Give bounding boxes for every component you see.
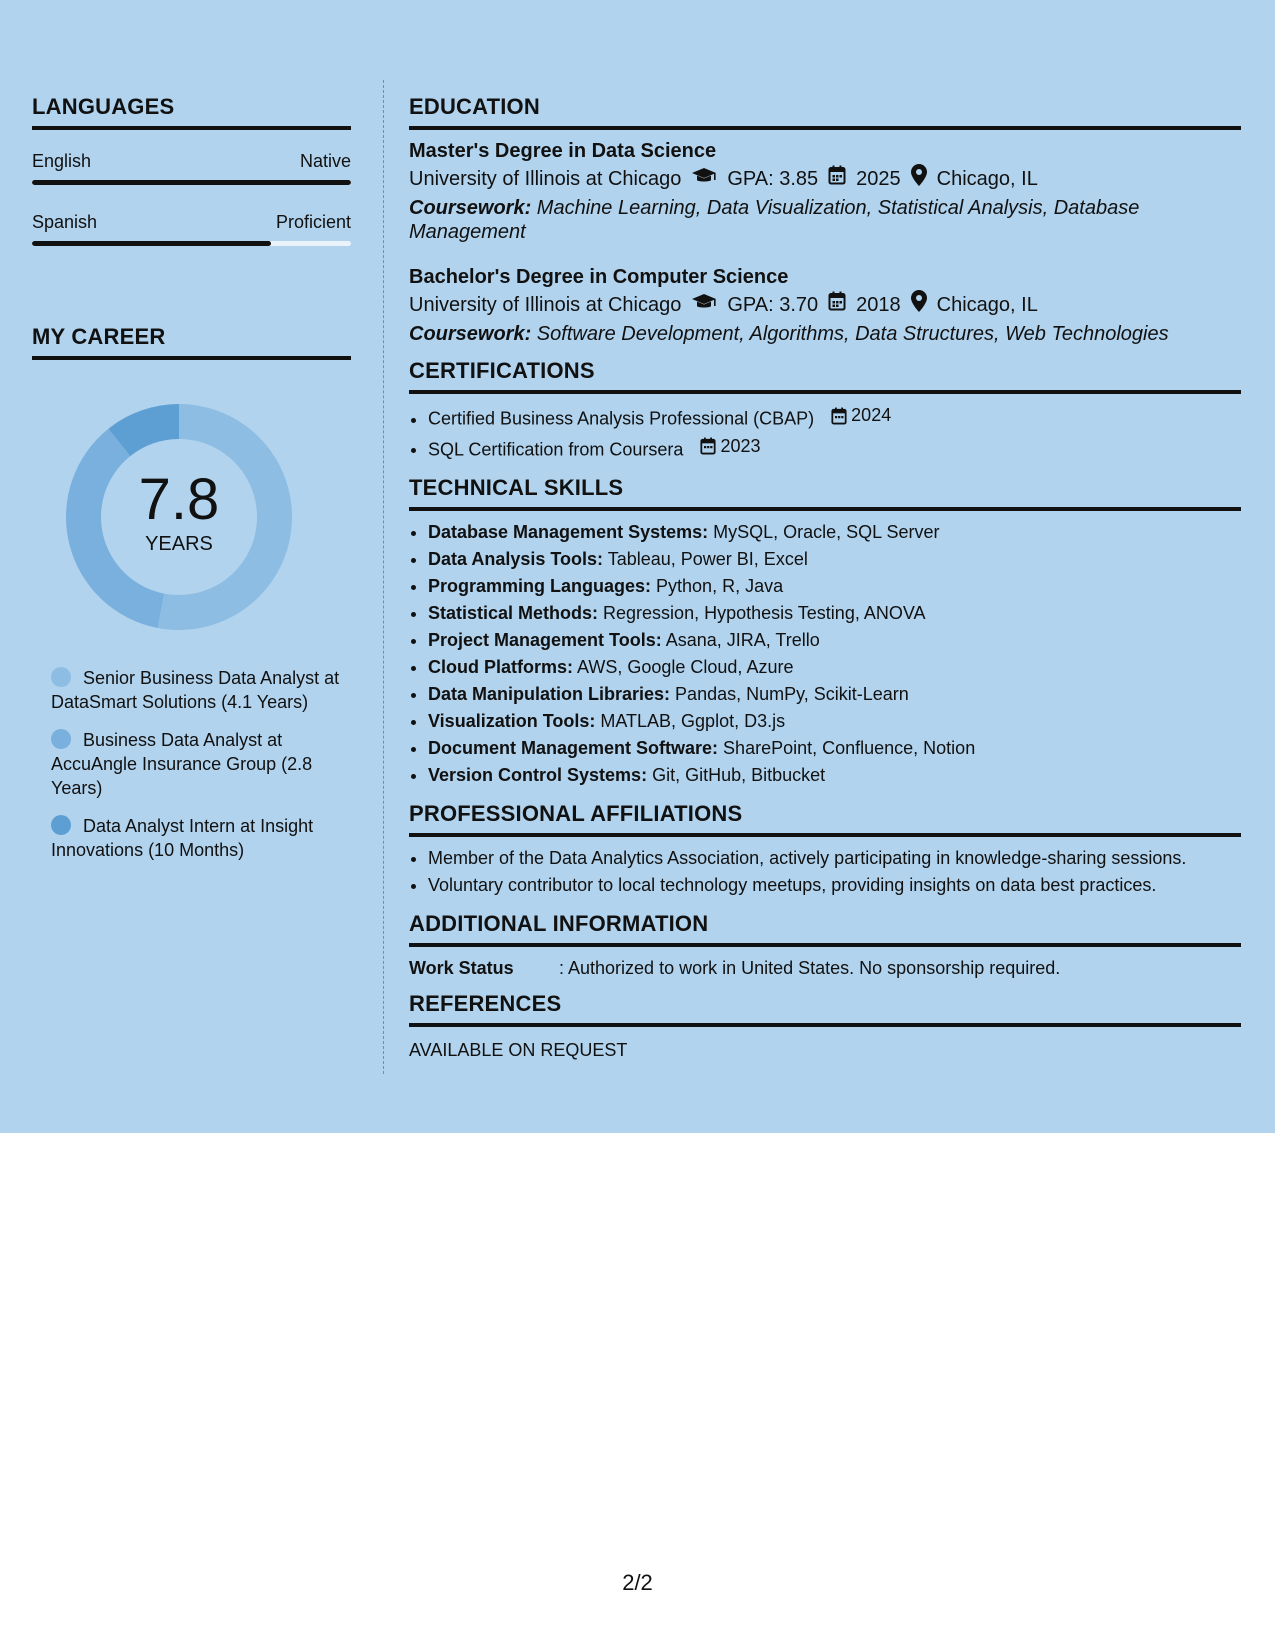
skill-values: Tableau, Power BI, Excel: [603, 549, 808, 569]
technical-skills-section: [409, 475, 1241, 789]
skill-category: Project Management Tools:: [428, 630, 662, 650]
work-status-label: Work Status: [409, 958, 514, 978]
affiliation-item: • Member of the Data Analytics Association, actively participating in knowledge-sharing sessions.: [428, 845, 1241, 872]
career-legend: [51, 666, 341, 862]
career-legend-item: [51, 814, 341, 862]
skill-category: Data Manipulation Libraries:: [428, 684, 671, 704]
coursework: [409, 322, 1241, 346]
coursework: [409, 196, 1241, 244]
work-status-value: : Authorized to work in United States. No sponsorship required.: [559, 958, 1061, 978]
affiliations-heading: PROFESSIONAL AFFILIATIONS: [409, 801, 1241, 837]
additional-info-heading: ADDITIONAL INFORMATION: [409, 911, 1241, 947]
skill-category: Database Management Systems:: [428, 522, 709, 542]
certification-name: Certified Business Analysis Professional (CBAP): [428, 408, 815, 429]
career-heading: MY CAREER: [32, 324, 351, 360]
career-total-years: 7.8: [138, 466, 220, 532]
affiliations-section: [409, 801, 1241, 899]
school-location: Chicago, IL: [936, 294, 1038, 316]
coursework-list: Software Development, Algorithms, Data Structures, Web Technologies: [531, 323, 1169, 345]
certifications-section: [409, 358, 1241, 463]
education-heading: EDUCATION: [409, 94, 1241, 130]
school-location: Chicago, IL: [936, 168, 1038, 190]
skills-list: [409, 519, 1241, 789]
language-level: Proficient: [275, 212, 351, 232]
skill-category: Version Control Systems:: [428, 765, 648, 785]
graduation-year: 2018: [856, 294, 901, 316]
school-name: University of Illinois at Chicago: [409, 294, 682, 316]
skill-category: Statistical Methods:: [428, 603, 599, 623]
skill-values: Pandas, NumPy, Scikit-Learn: [670, 684, 909, 704]
skill-item: [428, 600, 1241, 627]
skill-category: Visualization Tools:: [428, 711, 596, 731]
skill-category: Programming Languages:: [428, 576, 652, 596]
certification-year: 2024: [851, 405, 892, 425]
education-item: [409, 138, 1241, 244]
legend-label: Business Data Analyst at AccuAngle Insurance Group (2.8 Years): [51, 730, 313, 798]
references-text: AVAILABLE ON REQUEST: [409, 1040, 628, 1060]
language-proficiency-fill: [32, 241, 271, 246]
career-legend-item: [51, 666, 341, 714]
language-proficiency-bar: [32, 241, 351, 246]
gpa: GPA: 3.85: [727, 168, 819, 190]
skill-values: SharePoint, Confluence, Notion: [718, 738, 976, 758]
skill-values: Python, R, Java: [651, 576, 784, 596]
page-number: 2/2: [622, 1570, 653, 1595]
skill-values: Git, GitHub, Bitbucket: [647, 765, 826, 785]
graduation-cap-icon: [691, 165, 717, 193]
certifications-list: [409, 402, 1241, 463]
skill-values: AWS, Google Cloud, Azure: [573, 657, 794, 677]
graduation-cap-icon: [691, 291, 717, 319]
degree-title: Bachelor's Degree in Computer Science: [409, 266, 789, 288]
certifications-heading: CERTIFICATIONS: [409, 358, 1241, 394]
skill-values: Regression, Hypothesis Testing, ANOVA: [598, 603, 926, 623]
donut-center-label: [64, 402, 294, 632]
calendar-icon: [831, 407, 847, 425]
language-proficiency-fill: [32, 180, 351, 185]
location-pin-icon: [911, 164, 927, 194]
certification-item: [428, 402, 1241, 433]
legend-dot: [51, 667, 71, 687]
skill-values: Asana, JIRA, Trello: [661, 630, 820, 650]
skill-category: Cloud Platforms:: [428, 657, 574, 677]
references-heading: REFERENCES: [409, 991, 1241, 1027]
legend-dot: [51, 815, 71, 835]
additional-info-section: [409, 911, 1241, 979]
language-proficiency-bar: [32, 180, 351, 185]
education-section: [409, 94, 1241, 346]
left-column: [32, 94, 351, 876]
skill-item: [428, 519, 1241, 546]
degree-title: Master's Degree in Data Science: [409, 140, 717, 162]
certification-name: SQL Certification from Coursera: [428, 439, 684, 459]
education-details: [409, 290, 1241, 320]
skill-item: [428, 762, 1241, 789]
language-level: Native: [299, 151, 351, 171]
coursework-label: Coursework:: [409, 323, 532, 345]
location-pin-icon: [911, 290, 927, 320]
career-legend-item: [51, 728, 341, 800]
coursework-label: Coursework:: [409, 197, 532, 219]
skill-category: Document Management Software:: [428, 738, 719, 758]
right-column: [409, 94, 1241, 1073]
affiliations-list: [409, 845, 1241, 899]
skill-values: MySQL, Oracle, SQL Server: [708, 522, 940, 542]
skill-item: [428, 573, 1241, 600]
career-donut-chart: [64, 402, 294, 632]
skill-item: [428, 627, 1241, 654]
skill-item: [428, 708, 1241, 735]
languages-heading: LANGUAGES: [32, 94, 351, 130]
coursework-list: Machine Learning, Data Visualization, Statistical Analysis, Database Management: [409, 197, 1140, 243]
certification-year: 2023: [720, 435, 761, 456]
legend-label: Data Analyst Intern at Insight Innovations (10 Months): [51, 816, 314, 860]
technical-skills-heading: TECHNICAL SKILLS: [409, 475, 1241, 511]
gpa: GPA: 3.70: [727, 294, 819, 316]
certification-item: [428, 433, 1241, 464]
language-name: English: [32, 151, 92, 171]
calendar-icon: [700, 437, 716, 455]
references-section: [409, 991, 1241, 1061]
language-item-spanish: [32, 211, 351, 246]
column-divider: [383, 80, 384, 1074]
affiliation-item: • Voluntary contributor to local technology meetups, providing insights on data best practices.: [428, 872, 1241, 899]
skill-item: [428, 735, 1241, 762]
calendar-icon: [828, 291, 846, 319]
skill-item: [428, 546, 1241, 573]
skill-item: [428, 681, 1241, 708]
skill-values: MATLAB, Ggplot, D3.js: [595, 711, 786, 731]
language-name: Spanish: [32, 212, 98, 232]
school-name: University of Illinois at Chicago: [409, 168, 682, 190]
legend-dot: [51, 729, 71, 749]
calendar-icon: [828, 165, 846, 193]
education-details: [409, 164, 1241, 194]
education-item: [409, 264, 1241, 346]
language-item-english: [32, 150, 351, 185]
legend-label: Senior Business Data Analyst at DataSmart Solutions (4.1 Years): [51, 668, 340, 712]
skill-category: Data Analysis Tools:: [428, 549, 604, 569]
work-status-row: [409, 957, 1241, 979]
graduation-year: 2025: [856, 168, 901, 190]
skill-item: [428, 654, 1241, 681]
career-total-unit: YEARS: [145, 532, 213, 555]
